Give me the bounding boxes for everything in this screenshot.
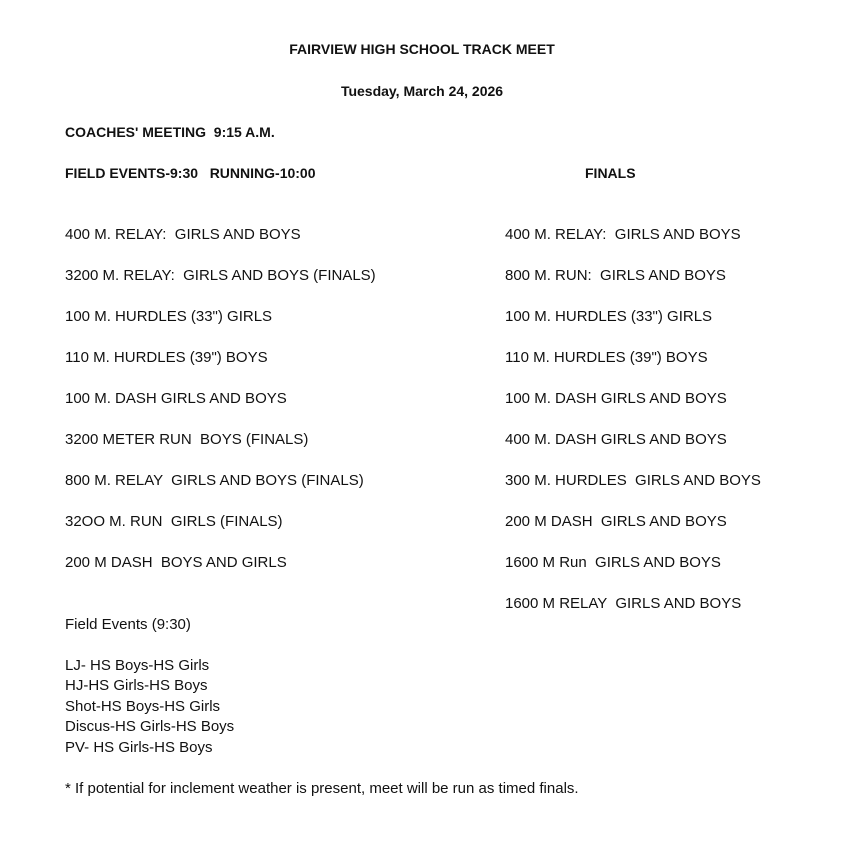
list-item: LJ- HS Boys-HS Girls (65, 657, 210, 674)
list-item: PV- HS Girls-HS Boys (65, 739, 213, 756)
list-item: 100 M. DASH GIRLS AND BOYS (505, 390, 727, 407)
list-item: 110 M. HURDLES (39") BOYS (65, 349, 268, 366)
list-item: HJ-HS Girls-HS Boys (65, 677, 208, 694)
list-item: 32OO M. RUN GIRLS (FINALS) (65, 513, 283, 530)
list-item: 200 M DASH BOYS AND GIRLS (65, 554, 287, 571)
list-item: 800 M. RUN: GIRLS AND BOYS (505, 267, 726, 284)
list-item: 100 M. HURDLES (33") GIRLS (505, 308, 713, 325)
list-item: 800 M. RELAY GIRLS AND BOYS (FINALS) (65, 472, 364, 489)
list-item: 400 M. RELAY: GIRLS AND BOYS (505, 226, 741, 243)
meet-date: Tuesday, March 24, 2026 (340, 83, 504, 99)
list-item: 400 M. DASH GIRLS AND BOYS (505, 431, 727, 448)
list-item: 300 M. HURDLES GIRLS AND BOYS (505, 472, 761, 489)
list-item: 1600 M Run GIRLS AND BOYS (505, 554, 721, 571)
list-item: 100 M. HURDLES (33") GIRLS (65, 308, 273, 325)
list-item: 100 M. DASH GIRLS AND BOYS (65, 390, 287, 407)
list-item: 3200 M. RELAY: GIRLS AND BOYS (FINALS) (65, 267, 376, 284)
list-item: 3200 METER RUN BOYS (FINALS) (65, 431, 309, 448)
weather-note: * If potential for inclement weather is present, meet will be run as timed finals. (65, 780, 579, 797)
list-item: 200 M DASH GIRLS AND BOYS (505, 513, 727, 530)
coaches-meeting: COACHES' MEETING 9:15 A.M. (65, 124, 275, 140)
page-title: FAIRVIEW HIGH SCHOOL TRACK MEET (289, 41, 555, 57)
list-item: 1600 M RELAY GIRLS AND BOYS (505, 595, 742, 612)
schedule-line: FIELD EVENTS-9:30 RUNNING-10:00 (65, 165, 316, 181)
list-item: 110 M. HURDLES (39") BOYS (505, 349, 708, 366)
field-events-heading: Field Events (9:30) (65, 616, 191, 633)
finals-heading: FINALS (585, 165, 636, 181)
list-item: 400 M. RELAY: GIRLS AND BOYS (65, 226, 301, 243)
list-item: Shot-HS Boys-HS Girls (65, 698, 221, 715)
list-item: Discus-HS Girls-HS Boys (65, 718, 235, 735)
